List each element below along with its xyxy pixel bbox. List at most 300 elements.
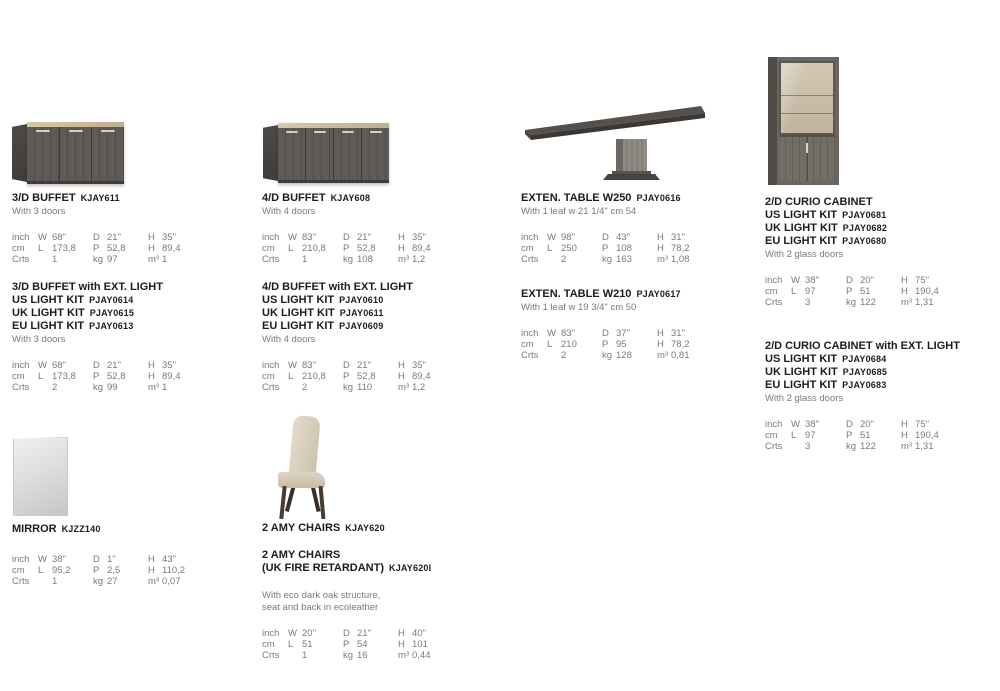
spec-cell — [901, 441, 956, 452]
spec-dim-value: 21" — [357, 628, 371, 639]
spec-cell — [38, 243, 93, 254]
spec-dim-value: 1" — [107, 554, 116, 565]
spec-cell — [657, 350, 712, 361]
spec-dim-value: 0,07 — [162, 576, 181, 587]
spec-cell — [602, 232, 657, 243]
light-kit-line — [262, 320, 453, 333]
spec-dim-value: 101 — [412, 639, 428, 650]
light-kit-label: UK LIGHT KIT — [262, 307, 335, 319]
spec-cell — [148, 371, 203, 382]
product-code: KJAY608 — [330, 193, 371, 203]
spec-dim-value: 1 — [52, 254, 58, 265]
spec-dim-label: L — [288, 639, 294, 650]
spec-cell — [398, 639, 453, 650]
spec-dim-value: 51 — [302, 639, 313, 650]
spec-dim-value: 173,8 — [52, 243, 76, 254]
spec-dim-label: m³ — [148, 254, 160, 265]
spec-dim-value: 2 — [302, 382, 308, 393]
light-kit-code: PJAY0680 — [842, 236, 887, 246]
spec-dim-label: D — [93, 554, 100, 565]
spec-unit-label: cm — [521, 339, 534, 350]
spec-unit-label: Crts — [262, 254, 280, 265]
light-kit-label: US LIGHT KIT — [12, 294, 85, 306]
spec-dim-value: 173,8 — [52, 371, 76, 382]
spec-dim-value: 122 — [860, 441, 876, 452]
spec-dim-value: 38" — [52, 554, 66, 565]
spec-dim-value: 1,31 — [915, 297, 934, 308]
spec-dim-value: 31" — [671, 232, 685, 243]
buffet-door — [278, 128, 305, 180]
light-kit-code: PJAY0611 — [339, 308, 384, 318]
light-kit-line — [765, 353, 960, 366]
spec-dim-label: kg — [93, 576, 104, 587]
spec-row — [521, 328, 712, 339]
spec-cell — [93, 371, 148, 382]
spec-dim-label: L — [791, 286, 797, 297]
spec-unit-label: inch — [262, 360, 280, 371]
spec-cell — [343, 382, 398, 393]
spec-table — [262, 232, 453, 265]
spec-dim-label: H — [901, 419, 908, 430]
spec-table — [12, 554, 203, 587]
spec-row — [12, 254, 203, 265]
spec-cell — [148, 232, 203, 243]
section-4d-buffet-ext-light — [262, 281, 453, 393]
spec-dim-value: 89,4 — [412, 371, 431, 382]
spec-row — [262, 639, 453, 650]
light-kit-list — [765, 209, 956, 248]
spec-cell — [398, 254, 453, 265]
buffet-side-panel — [263, 125, 278, 181]
spec-dim-value: 128 — [616, 350, 632, 361]
spec-dim-label: H — [398, 232, 405, 243]
spec-cell — [398, 243, 453, 254]
spec-dim-value: 97 — [107, 254, 118, 265]
spec-cell — [148, 360, 203, 371]
spec-dim-label: W — [791, 419, 800, 430]
spec-row — [262, 254, 453, 265]
spec-dim-value: 95,2 — [52, 565, 71, 576]
section-3d-buffet-ext-light — [12, 281, 203, 393]
spec-dim-label — [547, 254, 561, 265]
spec-unit-label: cm — [765, 286, 778, 297]
spec-cell — [398, 650, 453, 661]
spec-row — [765, 430, 960, 441]
spec-cell — [93, 576, 148, 587]
buffet-side-panel — [12, 124, 27, 182]
spec-cell — [288, 371, 343, 382]
spec-unit-label: Crts — [521, 254, 539, 265]
spec-dim-value: 38" — [805, 419, 819, 430]
spec-dim-label: kg — [93, 254, 104, 265]
spec-cell — [791, 430, 846, 441]
spec-dim-value: 1,08 — [671, 254, 690, 265]
spec-unit-label: Crts — [12, 576, 30, 587]
spec-dim-value: 78,2 — [671, 339, 690, 350]
buffet-door — [59, 127, 92, 181]
light-kit-label: UK LIGHT KIT — [765, 366, 838, 378]
spec-dim-label: H — [901, 286, 908, 297]
section-mirror — [12, 523, 203, 587]
spec-dim-value: 1 — [302, 650, 308, 661]
spec-dim-value: 97 — [805, 286, 816, 297]
spec-dim-value: 35" — [162, 360, 176, 371]
spec-row — [262, 628, 453, 639]
spec-dim-label: H — [148, 371, 155, 382]
door-handle — [341, 131, 353, 133]
spec-cell — [398, 382, 453, 393]
spec-dim-label — [38, 576, 52, 587]
chair-leg — [279, 486, 286, 519]
spec-table — [765, 275, 956, 308]
product-title: 3/D BUFFET with EXT. LIGHT — [12, 281, 163, 293]
spec-dim-label — [288, 382, 302, 393]
spec-table — [12, 360, 203, 393]
spec-cell — [547, 328, 602, 339]
spec-dim-label: P — [846, 286, 853, 297]
spec-row — [521, 232, 712, 243]
product-subtitle: With 3 doors — [12, 334, 66, 345]
light-kit-label: EU LIGHT KIT — [262, 320, 335, 332]
spec-unit-label: cm — [12, 243, 25, 254]
spec-dim-label: H — [901, 275, 908, 286]
light-kit-code: PJAY0681 — [842, 210, 887, 220]
light-kit-label: EU LIGHT KIT — [765, 235, 838, 247]
spec-dim-value: 108 — [616, 243, 632, 254]
spec-unit-label: inch — [521, 232, 539, 243]
buffet-door — [361, 128, 389, 180]
spec-dim-value: 110 — [357, 382, 373, 393]
spec-cell — [791, 275, 846, 286]
spec-dim-label: m³ — [657, 254, 669, 265]
spec-dim-label: kg — [343, 382, 354, 393]
product-description: With eco dark oak structure, seat and back in ecoleather — [262, 590, 381, 613]
spec-dim-label: H — [657, 339, 664, 350]
spec-row — [765, 275, 956, 286]
glass-shelf — [781, 113, 833, 114]
spec-dim-label: kg — [343, 254, 354, 265]
spec-dim-label: H — [398, 360, 405, 371]
spec-dim-label — [547, 350, 561, 361]
spec-dim-label: P — [602, 339, 609, 350]
spec-dim-value: 20" — [302, 628, 316, 639]
light-kit-line — [12, 294, 203, 307]
spec-dim-label: kg — [846, 441, 857, 452]
spec-unit-label: cm — [262, 371, 275, 382]
spec-cell — [93, 232, 148, 243]
spec-cell — [846, 286, 901, 297]
spec-dim-value: 21" — [357, 232, 371, 243]
spec-dim-label: W — [38, 232, 47, 243]
spec-unit-label: Crts — [521, 350, 539, 361]
spec-cell — [93, 565, 148, 576]
spec-cell — [288, 254, 343, 265]
spec-dim-label: L — [288, 243, 294, 254]
product-title: 2/D CURIO CABINET — [765, 196, 873, 208]
spec-cell — [38, 254, 93, 265]
light-kit-code: PJAY0613 — [89, 321, 134, 331]
product-title: MIRROR KJZZ140 — [12, 523, 101, 535]
section-amy-chairs — [262, 522, 453, 661]
light-kit-line — [12, 307, 203, 320]
mirror-image — [13, 437, 68, 516]
spec-dim-value: 51 — [860, 286, 871, 297]
product-subtitle: With 1 leaf w 21 1/4" cm 54 — [521, 206, 637, 217]
product-title: (UK FIRE RETARDANT) KJAY620I — [262, 562, 432, 574]
spec-cell — [148, 576, 203, 587]
light-kit-line — [765, 222, 956, 235]
curio-glass-doors — [779, 61, 835, 135]
spec-cell — [602, 254, 657, 265]
spec-row — [12, 371, 203, 382]
spec-dim-label: L — [38, 371, 44, 382]
spec-dim-value: 210,8 — [302, 243, 326, 254]
spec-row — [262, 650, 453, 661]
spec-unit-label: cm — [765, 430, 778, 441]
spec-cell — [288, 628, 343, 639]
light-kit-line — [765, 209, 956, 222]
spec-dim-label: D — [602, 232, 609, 243]
spec-dim-value: 190,4 — [915, 430, 939, 441]
light-kit-label: UK LIGHT KIT — [12, 307, 85, 319]
spec-dim-label: L — [547, 339, 553, 350]
light-kit-line — [765, 235, 956, 248]
spec-dim-value: 21" — [107, 360, 121, 371]
light-kit-code: PJAY0610 — [339, 295, 384, 305]
light-kit-line — [765, 379, 960, 392]
spec-cell — [901, 419, 956, 430]
spec-cell — [657, 232, 712, 243]
spec-row — [262, 243, 453, 254]
spec-unit-label: inch — [765, 419, 783, 430]
spec-dim-label: H — [901, 430, 908, 441]
spec-dim-value: 163 — [616, 254, 632, 265]
spec-unit-label: Crts — [12, 382, 30, 393]
spec-cell — [288, 232, 343, 243]
spec-dim-label: D — [846, 419, 853, 430]
spec-cell — [901, 275, 956, 286]
spec-dim-label: m³ — [901, 441, 913, 452]
spec-dim-value: 54 — [357, 639, 368, 650]
light-kit-line — [12, 320, 203, 333]
spec-dim-value: 68" — [52, 360, 66, 371]
light-kit-list — [765, 353, 960, 392]
spec-cell — [901, 430, 956, 441]
product-code: KJAY620I — [389, 563, 432, 573]
spec-dim-value: 16 — [357, 650, 368, 661]
spec-dim-value: 20" — [860, 419, 874, 430]
spec-unit-label: inch — [262, 628, 280, 639]
spec-cell — [547, 339, 602, 350]
spec-cell — [148, 554, 203, 565]
spec-cell — [547, 350, 602, 361]
spec-unit-label: inch — [765, 275, 783, 286]
spec-dim-value: 89,4 — [162, 243, 181, 254]
spec-dim-label: W — [38, 360, 47, 371]
light-kit-code: PJAY0614 — [89, 295, 134, 305]
door-handle — [36, 130, 50, 132]
spec-dim-label: P — [343, 639, 350, 650]
spec-cell — [657, 243, 712, 254]
spec-dim-label: L — [288, 371, 294, 382]
spec-cell — [343, 650, 398, 661]
light-kit-label: US LIGHT KIT — [765, 353, 838, 365]
spec-cell — [288, 360, 343, 371]
product-title: EXTEN. TABLE W250 PJAY0616 — [521, 192, 681, 204]
spec-dim-value: 1,31 — [915, 441, 934, 452]
spec-dim-label — [288, 254, 302, 265]
spec-dim-value: 0,44 — [412, 650, 431, 661]
light-kit-line — [262, 294, 453, 307]
chair-leg — [319, 486, 326, 519]
door-handle — [313, 131, 325, 133]
spec-cell — [343, 360, 398, 371]
spec-cell — [846, 275, 901, 286]
light-kit-code: PJAY0682 — [842, 223, 888, 233]
spec-cell — [288, 243, 343, 254]
spec-dim-value: 2 — [561, 350, 567, 361]
product-subtitle: With 4 doors — [262, 206, 316, 217]
spec-cell — [38, 576, 93, 587]
spec-cell — [398, 360, 453, 371]
spec-dim-value: 122 — [860, 297, 876, 308]
product-subtitle: With 4 doors — [262, 334, 316, 345]
spec-dim-value: 210 — [561, 339, 577, 350]
buffet-door — [305, 128, 333, 180]
product-title: 2/D CURIO CABINET with EXT. LIGHT — [765, 340, 960, 352]
spec-dim-label: D — [343, 628, 350, 639]
product-code: KJAY611 — [80, 193, 120, 203]
spec-dim-label: kg — [602, 350, 613, 361]
spec-dim-value: 98" — [561, 232, 575, 243]
spec-cell — [38, 554, 93, 565]
spec-row — [12, 243, 203, 254]
light-kit-code: PJAY0609 — [339, 321, 384, 331]
buffet-door — [91, 127, 124, 181]
spec-dim-value: 3 — [805, 297, 811, 308]
spec-dim-label: kg — [846, 297, 857, 308]
spec-cell — [93, 382, 148, 393]
spec-dim-label: H — [148, 232, 155, 243]
spec-unit-label: inch — [12, 360, 30, 371]
spec-dim-value: 3 — [805, 441, 811, 452]
spec-dim-value: 31" — [671, 328, 685, 339]
spec-row — [262, 382, 453, 393]
spec-row — [262, 360, 453, 371]
spec-cell — [288, 382, 343, 393]
spec-cell — [38, 382, 93, 393]
spec-dim-label: H — [657, 328, 664, 339]
spec-cell — [398, 232, 453, 243]
spec-dim-label — [38, 254, 52, 265]
light-kit-line — [262, 307, 453, 320]
spec-dim-label: m³ — [398, 382, 410, 393]
spec-dim-label: H — [148, 565, 155, 576]
spec-row — [521, 350, 712, 361]
spec-dim-label — [791, 441, 805, 452]
spec-cell — [901, 286, 956, 297]
section-curio-cabinet — [765, 196, 956, 308]
spec-dim-value: 21" — [107, 232, 121, 243]
spec-dim-value: 68" — [52, 232, 66, 243]
spec-dim-value: 38" — [805, 275, 819, 286]
spec-dim-label: H — [398, 628, 405, 639]
spec-dim-value: 83" — [302, 360, 316, 371]
spec-unit-label: cm — [521, 243, 534, 254]
spec-row — [12, 232, 203, 243]
spec-dim-label: W — [791, 275, 800, 286]
spec-row — [262, 232, 453, 243]
section-3d-buffet — [12, 192, 203, 265]
curio-side-panel — [768, 57, 777, 185]
extension-table-image — [519, 103, 711, 183]
door-handle — [101, 130, 115, 132]
spec-row — [521, 254, 712, 265]
spec-dim-label: W — [38, 554, 47, 565]
spec-dim-label: W — [547, 328, 556, 339]
spec-cell — [791, 286, 846, 297]
door-handle — [68, 130, 82, 132]
glass-shelf — [781, 95, 833, 96]
product-code: KJZZ140 — [61, 524, 101, 534]
product-subtitle: With 1 leaf w 19 3/4" cm 50 — [521, 302, 637, 313]
spec-table — [521, 328, 712, 361]
spec-dim-label: m³ — [148, 576, 160, 587]
light-kit-code: PJAY0685 — [842, 367, 888, 377]
spec-dim-value: 0,81 — [671, 350, 690, 361]
spec-dim-value: 108 — [357, 254, 373, 265]
spec-cell — [343, 232, 398, 243]
spec-dim-label: W — [288, 628, 297, 639]
spec-cell — [791, 297, 846, 308]
spec-dim-value: 1 — [162, 254, 168, 265]
spec-row — [12, 576, 203, 587]
spec-dim-label: H — [148, 243, 155, 254]
spec-dim-label: P — [343, 371, 350, 382]
spec-row — [765, 286, 956, 297]
spec-dim-value: 20" — [860, 275, 874, 286]
spec-dim-label: D — [93, 360, 100, 371]
spec-dim-value: 52,8 — [357, 243, 376, 254]
spec-row — [521, 339, 712, 350]
spec-row — [765, 297, 956, 308]
product-code: PJAY0617 — [636, 289, 681, 299]
spec-dim-value: 190,4 — [915, 286, 939, 297]
light-kit-label: EU LIGHT KIT — [12, 320, 85, 332]
spec-dim-label: kg — [343, 650, 354, 661]
amy-chair-image — [266, 416, 338, 520]
spec-dim-label: D — [343, 360, 350, 371]
spec-dim-value: 2 — [52, 382, 58, 393]
spec-dim-label: m³ — [148, 382, 160, 393]
spec-cell — [791, 419, 846, 430]
spec-dim-value: 35" — [412, 232, 426, 243]
spec-dim-label: L — [791, 430, 797, 441]
spec-dim-value: 110,2 — [162, 565, 186, 576]
spec-dim-label: P — [602, 243, 609, 254]
product-subtitle: With 3 doors — [12, 206, 66, 217]
product-title: 4/D BUFFET KJAY608 — [262, 192, 371, 204]
curio-cabinet-image — [768, 57, 839, 185]
spec-dim-value: 2,5 — [107, 565, 121, 576]
light-kit-code: PJAY0684 — [842, 354, 887, 364]
spec-dim-label: P — [93, 565, 100, 576]
spec-dim-label — [288, 650, 302, 661]
light-kit-code: PJAY0615 — [89, 308, 135, 318]
spec-unit-label: cm — [262, 243, 275, 254]
spec-dim-value: 99 — [107, 382, 118, 393]
spec-table — [765, 419, 960, 452]
